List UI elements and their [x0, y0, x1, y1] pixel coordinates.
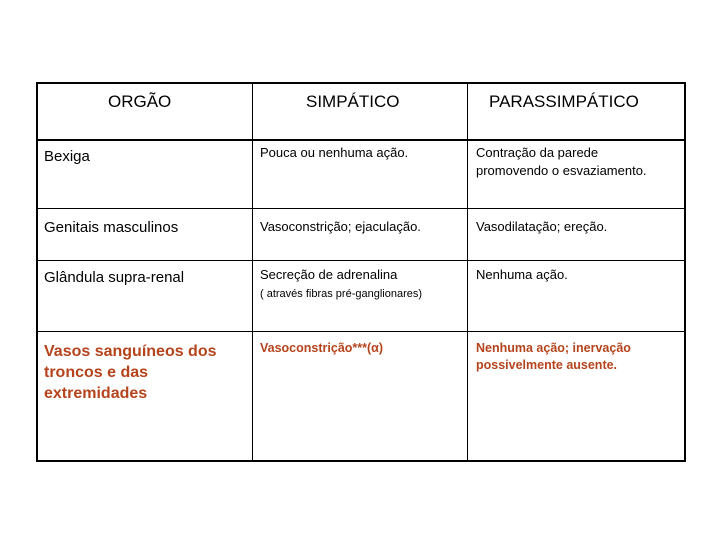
row-sympathetic-supra-renal: Secreção de adrenalina — [260, 267, 398, 282]
header-organ: ORGÃO — [108, 92, 172, 111]
comparison-table — [36, 82, 686, 462]
row-divider — [38, 260, 684, 261]
row-organ-vasos: Vasos sanguíneos dos troncos e das extremidades — [44, 343, 217, 402]
header-divider — [38, 139, 684, 141]
row-parasympathetic-vasos-line2: possivelmente ausente. — [476, 358, 618, 372]
row-divider — [38, 208, 684, 209]
row-sympathetic-vasos: Vasoconstrição***(α) — [260, 341, 384, 355]
row-sympathetic-bexiga: Pouca ou nenhuma ação. — [260, 145, 409, 160]
row-parasympathetic-supra-renal: Nenhuma ação. — [476, 267, 568, 282]
row-divider — [38, 331, 684, 332]
row-parasympathetic-genitais: Vasodilatação; ereção. — [476, 219, 608, 234]
row-sympathetic-genitais: Vasoconstrição; ejaculação. — [260, 219, 421, 234]
header-sympathetic: SIMPÁTICO — [306, 92, 400, 111]
row-parasympathetic-vasos-line1: Nenhuma ação; inervação — [476, 341, 631, 355]
row-sympathetic-supra-renal-note: ( através fibras pré-ganglionares) — [260, 288, 423, 300]
row-organ-bexiga: Bexiga — [44, 148, 90, 165]
header-parasympathetic: PARASSIMPÁTICO — [489, 92, 639, 111]
row-organ-genitais: Genitais masculinos — [44, 219, 179, 236]
row-parasympathetic-bexiga-line2: promovendo o esvaziamento. — [476, 163, 647, 178]
row-organ-supra-renal: Glândula supra-renal — [44, 269, 185, 286]
row-parasympathetic-bexiga-line1: Contração da parede — [476, 145, 599, 160]
